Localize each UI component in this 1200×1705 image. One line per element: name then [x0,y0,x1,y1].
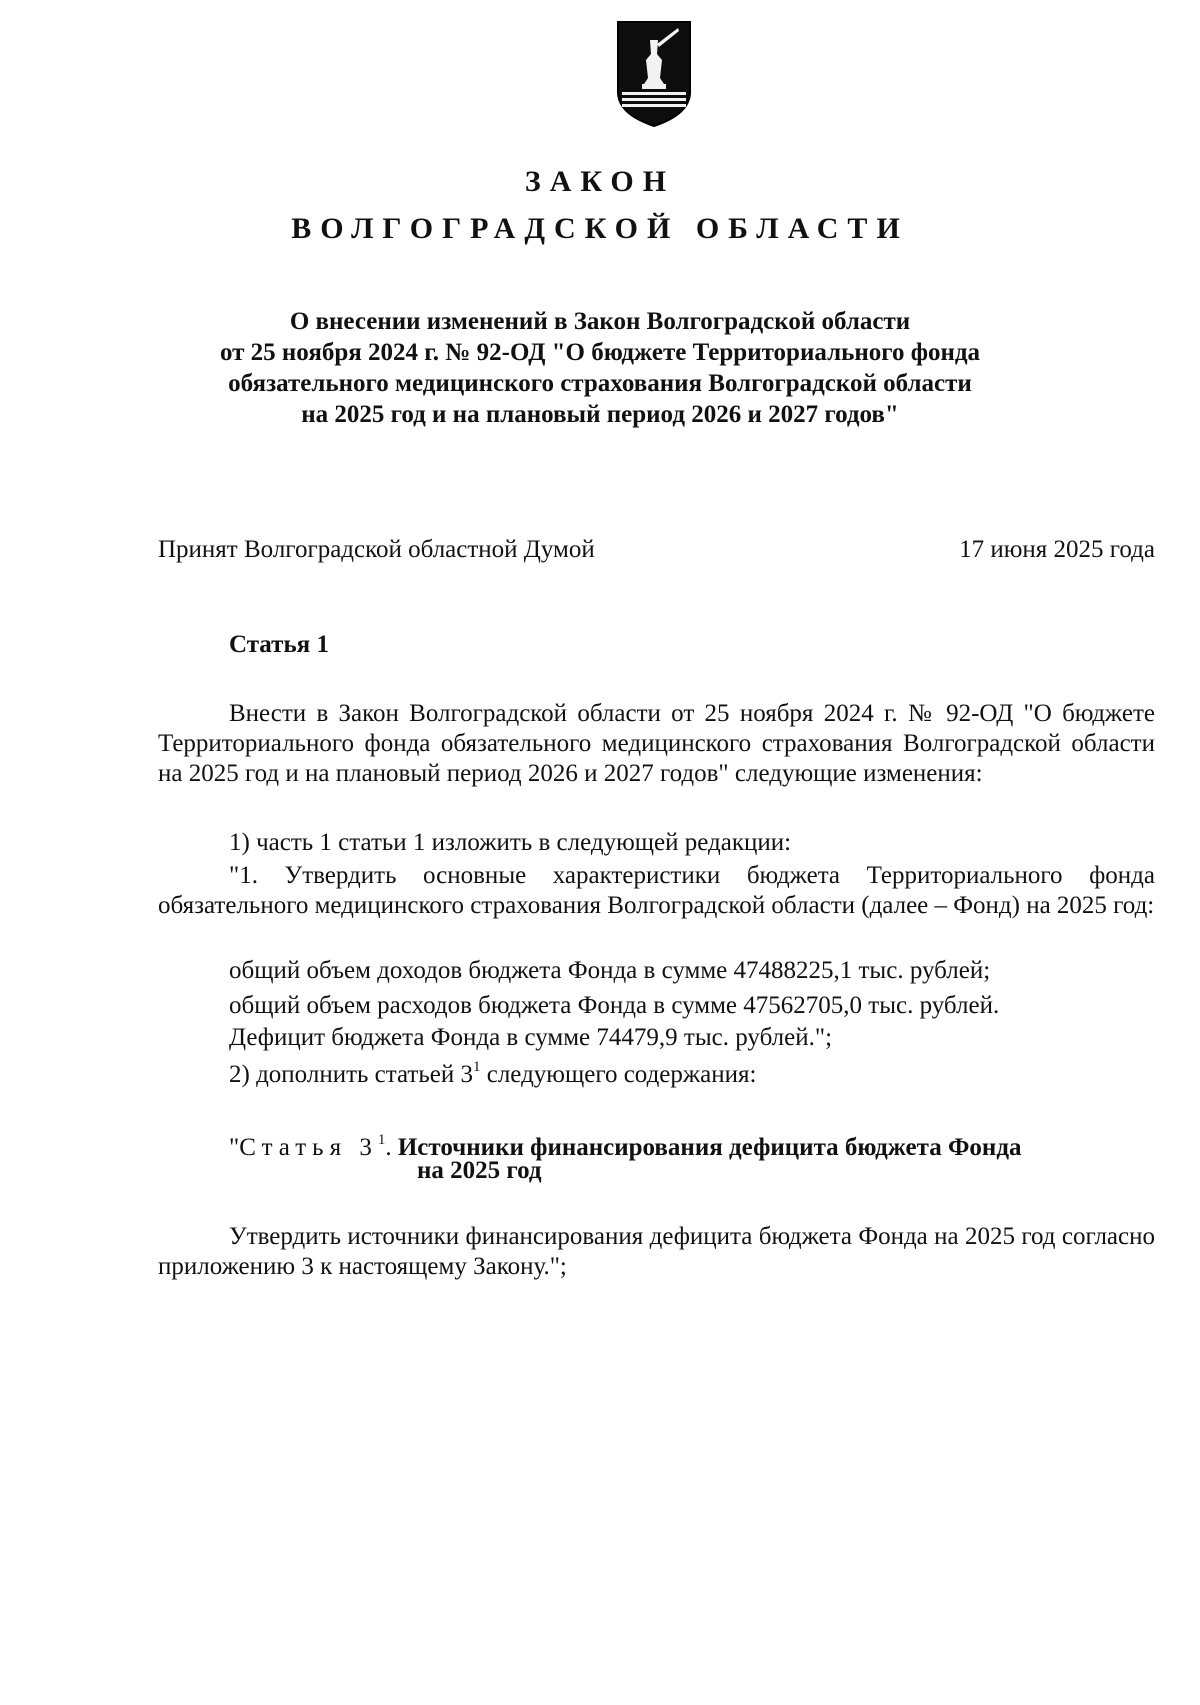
quote-mark: " [229,1134,240,1161]
item-2-superscript: 1 [472,1059,481,1075]
budget-income: общий объем доходов бюджета Фонда в сумме 47488225,1 тыс. рублей; [229,957,991,984]
article-3-1-label: Статья 3 [239,1134,378,1161]
heading-separator: . [385,1134,398,1161]
law-subject [200,306,1000,430]
coat-of-arms-emblem [616,20,692,128]
budget-expenses: общий объем расходов бюджета Фонда в сумме 47562705,0 тыс. рублей. [229,992,1000,1019]
law-region-title: ВОЛГОГРАДСКОЙ ОБЛАСТИ [291,212,909,245]
article-1-intro: Внести в Закон Волгоградской области от 25 ноября 2024 г. № 92-ОД "О бюджете Территориального фонда обязательного медицинского страхования Волгоградской области на 2025 год и на плановый период 2026 и 2027 годов" следующие изменения: [158,700,1155,787]
item-2-text: 2) дополнить статьей 3 [229,1061,473,1088]
article-3-1-superscript: 1 [377,1132,386,1148]
adopted-by: Принят Волгоградской областной Думой [158,536,595,563]
article-3-1-heading [229,1123,1022,1165]
article-1-item-2 [229,1059,756,1089]
article-1-item-1: 1) часть 1 статьи 1 изложить в следующей редакции: [229,829,792,856]
subject-line: на 2025 год и на плановый период 2026 и 2027 годов" [301,401,899,428]
article-1-heading: Статья 1 [229,631,329,658]
subject-line: О внесении изменений в Закон Волгоградской области [289,308,911,335]
subject-line: от 25 ноября 2024 г. № 92-ОД "О бюджете Территориального фонда [219,339,981,366]
subject-line: обязательного медицинского страхования Волгоградской области [228,370,972,397]
article-3-1-text: Утвердить источники финансирования дефицита бюджета Фонда на 2025 год согласно приложению 3 к настоящему Закону."; [158,1223,1155,1280]
article-3-1-title: Источники финансирования дефицита бюджета Фонда [397,1134,1022,1161]
article-3-1-title-line-2: на 2025 год [417,1157,542,1184]
law-title: ЗАКОН [524,165,676,198]
article-1-item-1-quote: "1. Утвердить основные характеристики бюджета Территориального фонда обязательного медицинского страхования Волгоградской области (далее – Фонд) на 2025 год: [158,862,1155,919]
budget-deficit: Дефицит бюджета Фонда в сумме 74479,9 тыс. рублей."; [229,1024,833,1051]
adopted-date: 17 июня 2025 года [959,536,1155,563]
item-2-text-end: следующего содержания: [480,1061,757,1088]
